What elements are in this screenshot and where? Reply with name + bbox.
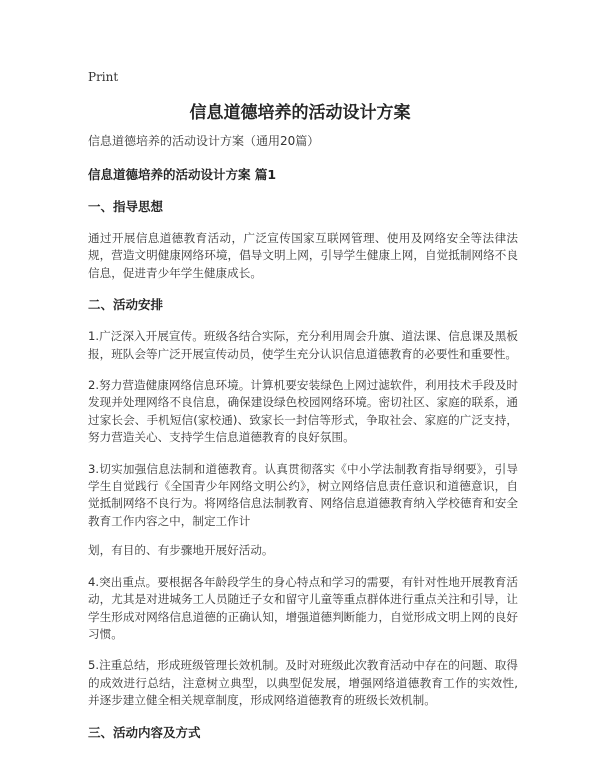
section-heading-activity-arrangement: 二、活动安排	[88, 297, 164, 313]
paragraph: 1.广泛深入开展宣传。班级各结合实际，充分利用周会升旗、道法课、信息课及黑板报，班队会等广泛开展宣传动员，使学生充分认识信息道德教育的必要性和重要性。	[88, 329, 518, 361]
piece-title: 信息道德培养的活动设计方案 篇1	[88, 167, 277, 182]
paragraph: 3.切实加强信息法制和道德教育。认真贯彻落实《中小学法制教育指导纲要》，引导学生自觉践行《全国青少年网络文明公约》，树立网络信息责任意识和道德意识，自觉抵制网络不良行为。将网络信息法制教育、网络信息道德教育纳入学校德育和安全教育工作内容之中，制定工作计	[88, 461, 518, 528]
section-heading-guiding-thought: 一、指导思想	[88, 199, 164, 214]
paragraph: 5.注重总结，形成班级管理长效机制。及时对班级此次教育活动中存在的问题、取得的成效进行总结，注意树立典型，以典型促发展，增强网络道德教育工作的实效性,并逐步建立健全相关规章制度，形成网络道德教育的班级长效机制。	[88, 658, 518, 708]
paragraph: 4.突出重点。要根据各年龄段学生的身心特点和学习的需要，有针对性地开展教育活动，尤其是对进城务工人员随迁子女和留守儿童等重点群体进行重点关注和引导，让学生形成对网络信息道德的正确认知，增强道德判断能力，自觉形成文明上网的良好习惯。	[88, 574, 518, 641]
print-link[interactable]: Print	[88, 70, 119, 84]
paragraph: 划，有目的、有步骤地开展好活动。	[88, 543, 274, 558]
paragraph: 通过开展信息道德教育活动，广泛宣传国家互联网管理、使用及网络安全等法律法规，营造文明健康网络环境，倡导文明上网，引导学生健康上网，自觉抵制网络不良信息，促进青少年学生健康成长。	[88, 231, 518, 280]
section-heading-activity-content: 三、活动内容及方式	[88, 724, 201, 740]
document-body	[88, 132, 518, 756]
paragraph: 2.努力营造健康网络信息环境。计算机要安装绿色上网过滤软件，利用技术手段及时发现并处理网络不良信息，确保建设绿色校园网络环境。密切社区、家庭的联系，通过家长会、手机短信(家校通)、致家长一封信等形式，争取社会、家庭的广泛支持，努力营造关心、支持学生信息道德教育的良好氛围。	[88, 378, 518, 445]
document-title: 信息道德培养的活动设计方案	[189, 103, 411, 123]
document-subtitle: 信息道德培养的活动设计方案（通用20篇）	[88, 134, 320, 148]
